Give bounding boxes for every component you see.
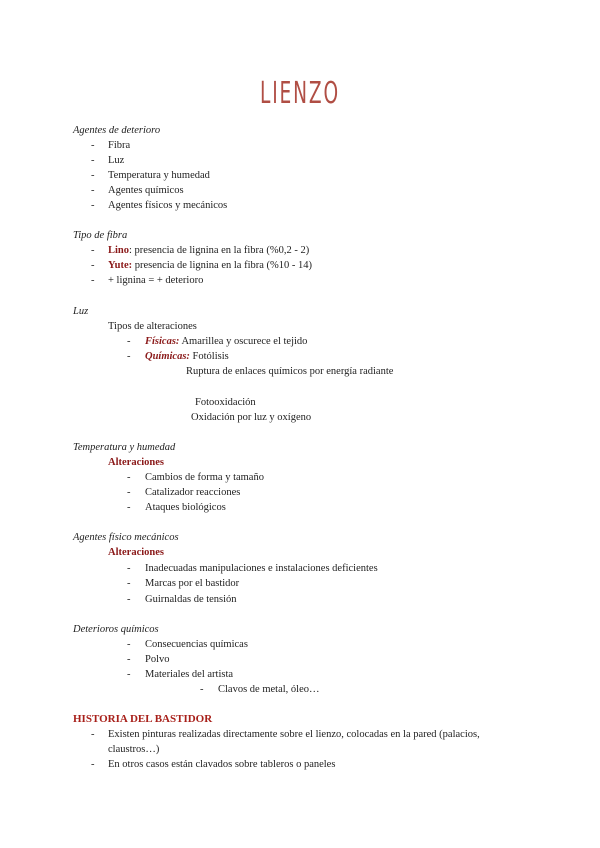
fotooxidacion-text: Fotooxidación [195, 397, 256, 408]
list-item: Cambios de forma y tamaño [145, 472, 264, 483]
heading-agentes: Agentes de deterioro [73, 125, 161, 136]
bullet-dash: - [91, 245, 95, 256]
heading-luz: Luz [73, 306, 89, 317]
list-item-fisicas [145, 334, 307, 349]
alteraciones-label: Alteraciones [108, 457, 164, 468]
list-item: Polvo [145, 654, 170, 665]
list-item-quimicas [145, 349, 229, 364]
yute-label: Yute: [108, 260, 133, 271]
yute-text: presencia de lignina en la fibra (%10 - 14) [132, 260, 313, 271]
lino-label: Lino [108, 245, 130, 256]
lino-text: : presencia de lignina en la fibra (%0,2 - 2) [129, 245, 310, 256]
bullet-dash: - [127, 594, 131, 605]
bullet-dash: - [91, 140, 95, 151]
bullet-dash: - [91, 729, 95, 740]
bullet-dash: - [91, 275, 95, 286]
bullet-dash: - [91, 185, 95, 196]
bullet-dash: - [127, 472, 131, 483]
bullet-dash: - [127, 502, 131, 513]
list-item-lignina: + lignina = + deterioro [108, 275, 204, 286]
list-item: Luz [108, 155, 125, 166]
heading-quimicos: Deterioros químicos [73, 624, 159, 635]
bullet-dash: - [91, 155, 95, 166]
bullet-dash: - [91, 170, 95, 181]
list-item: Clavos de metal, óleo… [218, 684, 320, 695]
list-item: Catalizador reacciones [145, 487, 241, 498]
bullet-dash: - [127, 487, 131, 498]
quimicas-label: Químicas: [145, 351, 190, 362]
list-item-lino [108, 243, 309, 258]
alteraciones-label: Alteraciones [108, 547, 164, 558]
luz-intro: Tipos de alteraciones [108, 321, 197, 332]
bullet-dash: - [91, 200, 95, 211]
list-item: Fibra [108, 140, 131, 151]
bullet-dash: - [91, 759, 95, 770]
fisicas-label: Físicas: [145, 336, 180, 347]
oxidacion-text: Oxidación por luz y oxígeno [191, 412, 312, 423]
list-item-yute [108, 258, 312, 273]
historia-item-1-line-2: claustros…) [108, 744, 160, 755]
bullet-dash: - [127, 639, 131, 650]
list-item: Marcas por el bastidor [145, 578, 240, 589]
fisicas-text: Amarillea y oscurece el tejido [179, 336, 308, 347]
list-item: Materiales del artista [145, 669, 234, 680]
bullet-dash: - [91, 260, 95, 271]
list-item: Agentes químicos [108, 185, 184, 196]
bullet-dash: - [127, 351, 131, 362]
bullet-dash: - [127, 336, 131, 347]
heading-fisico: Agentes físico mecánicos [73, 532, 179, 543]
ruptura-text: Ruptura de enlaces químicos por energía radiante [186, 366, 394, 377]
bullet-dash: - [127, 669, 131, 680]
list-item: Guirnaldas de tensión [145, 594, 237, 605]
historia-item-2: En otros casos están clavados sobre tableros o paneles [108, 759, 336, 770]
historia-item-1-line-1: Existen pinturas realizadas directamente sobre el lienzo, colocadas en la pared (palacios, [108, 729, 480, 740]
list-item: Agentes físicos y mecánicos [108, 200, 228, 211]
bullet-dash: - [200, 684, 204, 695]
heading-fibra: Tipo de fibra [73, 230, 128, 241]
list-item: Consecuencias químicas [145, 639, 248, 650]
list-item: Ataques biológicos [145, 502, 226, 513]
list-item: Temperatura y humedad [108, 170, 210, 181]
quimicas-text: Fotólisis [189, 351, 229, 362]
bullet-dash: - [127, 654, 131, 665]
heading-historia: HISTORIA DEL BASTIDOR [73, 713, 213, 725]
bullet-dash: - [127, 563, 131, 574]
page-title: LIENZO [259, 76, 341, 111]
bullet-dash: - [127, 578, 131, 589]
heading-temperatura: Temperatura y humedad [73, 442, 176, 453]
list-item: Inadecuadas manipulaciones e instalaciones deficientes [145, 563, 378, 574]
